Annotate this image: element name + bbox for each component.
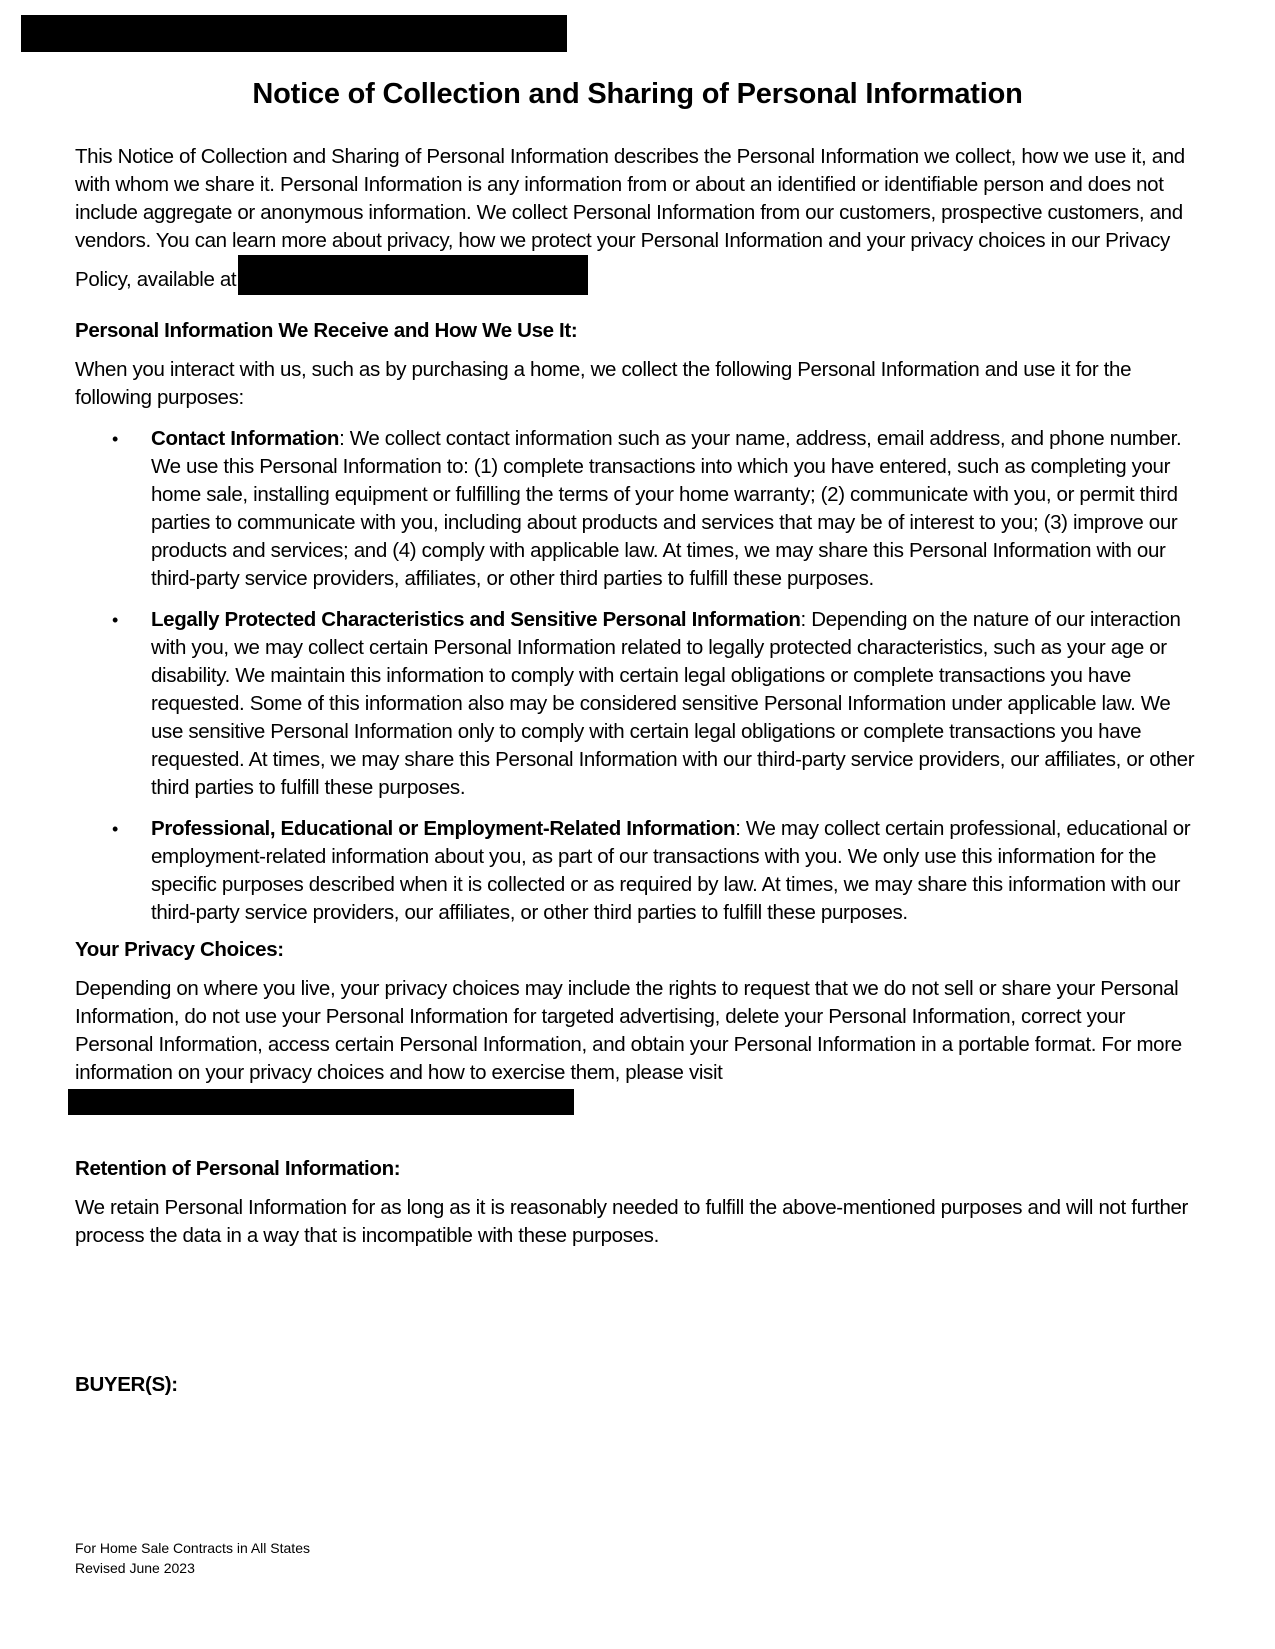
receive-lead-paragraph: When you interact with us, such as by purchasing a home, we collect the following Personal Information and use it for the following purposes: <box>75 358 1132 409</box>
bullet-icon: • <box>112 429 118 449</box>
redacted-privacy-policy-link <box>238 255 588 295</box>
footer-line-scope: For Home Sale Contracts in All States <box>75 1540 310 1556</box>
intro-text: This Notice of Collection and Sharing of Personal Information describes the Personal Information we collect, how we use it, and with whom we share it. Personal Information is any information from or about an identified or identifiable person and does not include aggregate or anonymous information. We collect Personal Information from our customers, prospective customers, and vendors. You can learn more about privacy, how we protect your Personal Information and your privacy choices in our Privacy Policy, available at <box>75 145 1185 291</box>
list-item-professional-information <box>75 815 1205 927</box>
footer <box>75 1538 310 1578</box>
bullet-icon: • <box>112 610 118 630</box>
list-item-contact-information <box>75 425 1205 593</box>
section-heading-retention: Retention of Personal Information: <box>75 1157 401 1180</box>
redacted-header-block <box>21 15 567 52</box>
redacted-privacy-choices-link <box>68 1089 574 1115</box>
section-heading-choices: Your Privacy Choices: <box>75 938 284 961</box>
bullet-title: Contact Information <box>151 427 340 450</box>
retention-paragraph: We retain Personal Information for as long as it is reasonably needed to fulfill the above-mentioned purposes and will not further process the data in a way that is incompatible with these purposes. <box>75 1196 1189 1247</box>
document-title: Notice of Collection and Sharing of Personal Information <box>252 78 1023 110</box>
footer-line-revision: Revised June 2023 <box>75 1560 195 1576</box>
section-heading-receive: Personal Information We Receive and How We Use It: <box>75 319 578 342</box>
document-body <box>75 143 1205 1250</box>
bullet-icon: • <box>112 819 118 839</box>
bullet-text: : We may collect certain professional, educational or employment-related information about you, as part of our transactions with you. We only use this information for the specific purposes described when it is collected or as required by law. At times, we may share this information with our third-party service providers, our affiliates, or other third parties to fulfill these purposes. <box>151 817 1191 924</box>
bullet-title: Professional, Educational or Employment-Related Information <box>151 817 736 840</box>
bullet-title: Legally Protected Characteristics and Sensitive Personal Information <box>151 608 801 631</box>
list-item-protected-characteristics <box>75 606 1205 802</box>
bullet-text: : We collect contact information such as your name, address, email address, and phone number. We use this Personal Information to: (1) complete transactions into which you have entered, such as completing your home sale, installing equipment or fulfilling the terms of your home warranty; (2) communicate with you, or permit third parties to communicate with you, including about products and services that may be of interest to you; (3) improve our products and services; and (4) comply with applicable law. At times, we may share this Personal Information with our third-party service providers, affiliates, or other third parties to fulfill these purposes. <box>151 427 1182 590</box>
buyer-label: BUYER(S): <box>75 1373 178 1396</box>
purposes-list <box>75 425 1205 927</box>
bullet-text: : Depending on the nature of our interaction with you, we may collect certain Personal Information related to legally protected characteristics, such as your age or disability. We maintain this information to comply with certain legal obligations or complete transactions you have requested. Some of this information also may be considered sensitive Personal Information under applicable law. We use sensitive Personal Information only to comply with certain legal obligations or complete transactions you have requested. At times, we may share this Personal Information with our third-party service providers, our affiliates, or other third parties to fulfill these purposes. <box>151 608 1195 799</box>
choices-paragraph: Depending on where you live, your privacy choices may include the rights to request that we do not sell or share your Personal Information, do not use your Personal Information for targeted advertising, delete your Personal Information, correct your Personal Information, access certain Personal Information, and obtain your Personal Information in a portable format. For more information on your privacy choices and how to exercise them, please visit <box>75 977 1182 1084</box>
intro-paragraph <box>75 143 1205 295</box>
